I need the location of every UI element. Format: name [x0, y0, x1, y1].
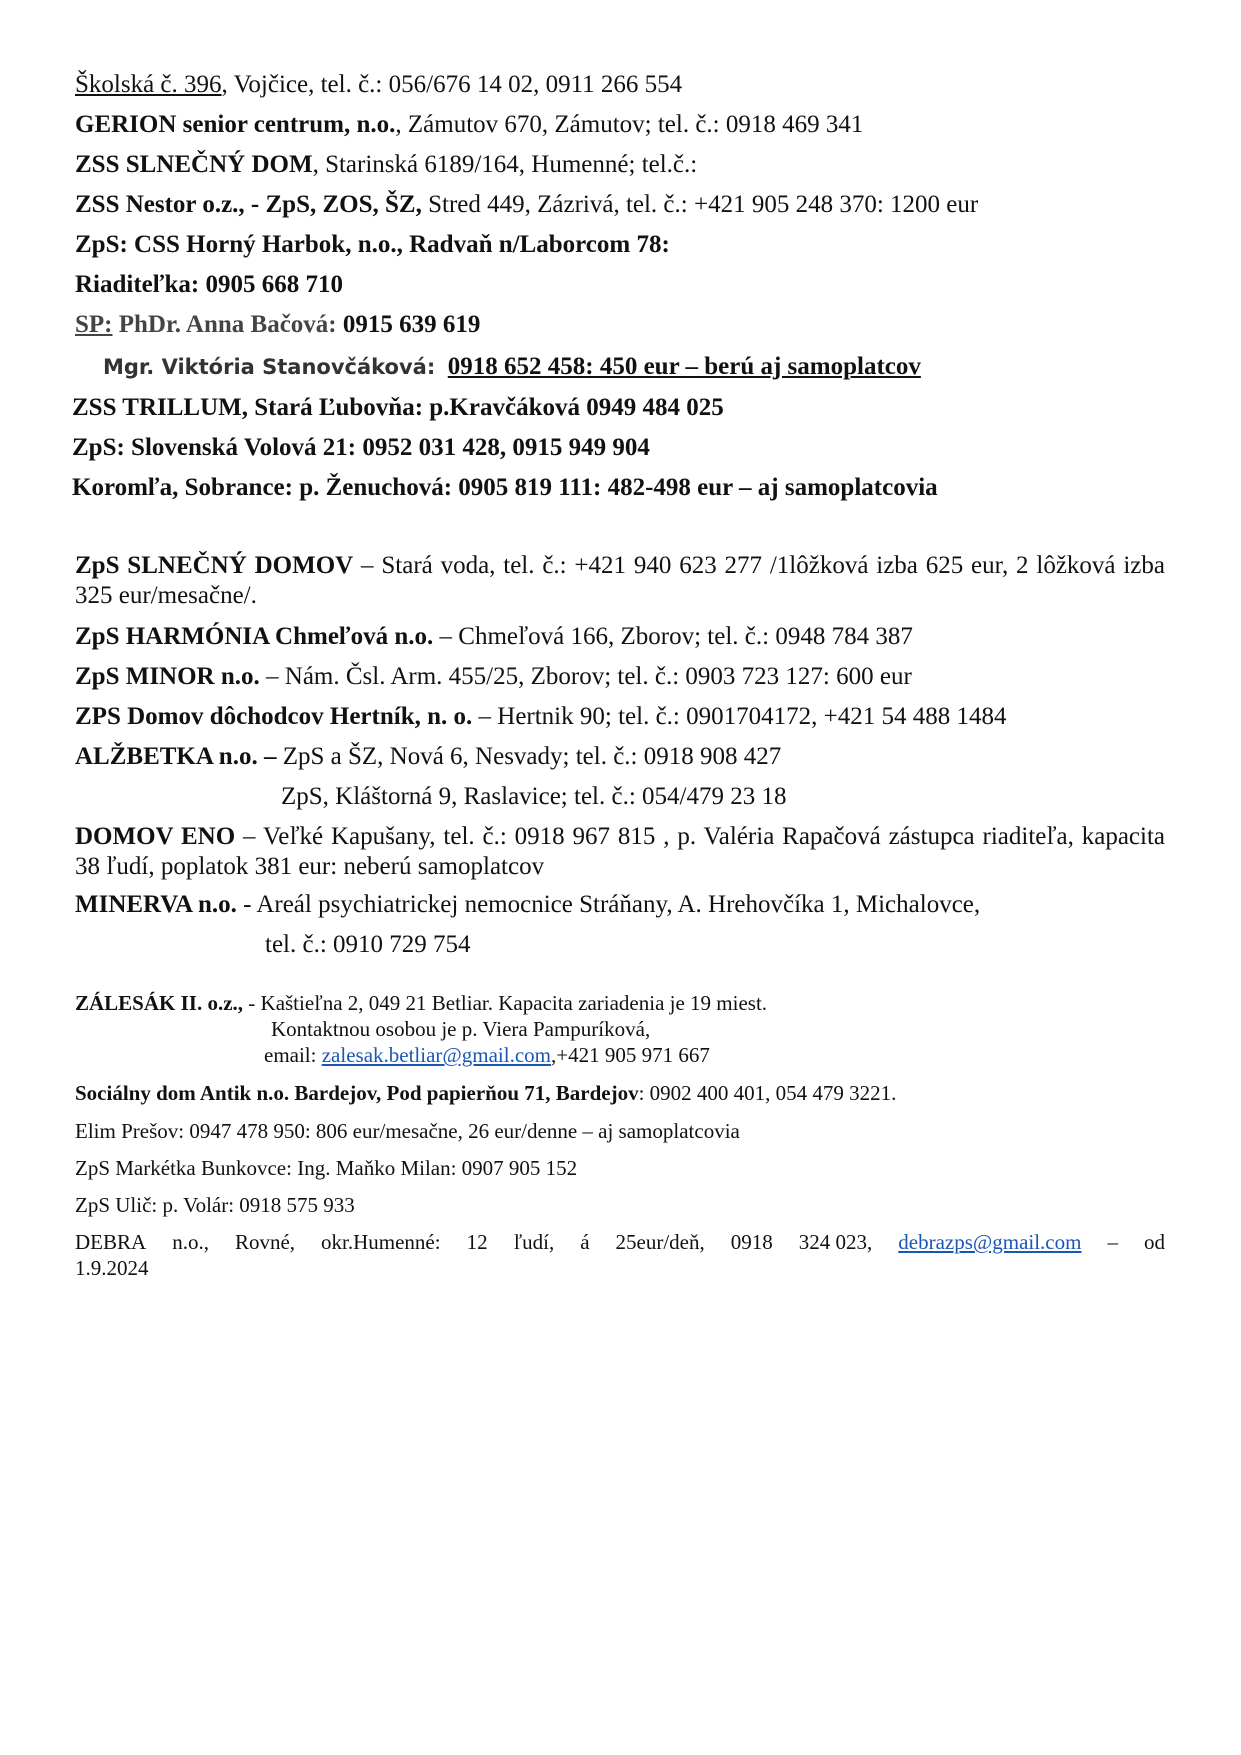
line-minor: ZpS MINOR n.o. – Nám. Čsl. Arm. 455/25, Zborov; tel. č.: 0903 723 127: 600 eur [75, 663, 912, 690]
line-ulic: ZpS Ulič: p. Volár: 0918 575 933 [75, 1193, 355, 1217]
line-vojcice: Školská č. 396, Vojčice, tel. č.: 056/676 14 02, 0911 266 554 [75, 71, 683, 98]
line-debra: DEBRA n.o., Rovné, okr.Humenné: 12 ľudí, á 25eur/deň, 0918 324 023, debrazps@gmail.com – od [75, 1230, 1165, 1254]
para-slnecny-domov: ZpS SLNEČNÝ DOMOV – Stará voda, tel. č.: +421 940 623 277 /1lôžková izba 625 eur, 2 lôžková izba 325 eur/mesačne/. [75, 552, 1165, 609]
line-slnecny-dom: ZSS SLNEČNÝ DOM, Starinská 6189/164, Humenné; tel.č.: [75, 151, 698, 178]
line-trillum: ZSS TRILLUM, Stará Ľubovňa: p.Kravčáková 0949 484 025 [72, 394, 724, 421]
para-domov-eno: DOMOV ENO – Veľké Kapušany, tel. č.: 0918 967 815 , p. Valéria Rapačová zástupca riaditeľa, kapacita 38 ľudí, poplatok 381 eur: neberú samoplatcov [75, 823, 1165, 880]
line-zalesak-email: email: zalesak.betliar@gmail.com,+421 905 971 667 [264, 1043, 710, 1067]
facility-name: ZPS Domov dôchodcov Hertník, n. o. [75, 703, 473, 730]
line-zalesak-contact: Kontaktnou osobou je p. Viera Pampuríková, [271, 1017, 651, 1041]
line-antik: Sociálny dom Antik n.o. Bardejov, Pod papierňou 71, Bardejov: 0902 400 401, 054 479 3221. [75, 1081, 897, 1105]
email-link[interactable]: zalesak.betliar@gmail.com [321, 1043, 551, 1067]
line-nestor: ZSS Nestor o.z., - ZpS, ZOS, ŠZ, Stred 449, Zázrivá, tel. č.: +421 905 248 370: 1200 eur [75, 191, 979, 218]
facility-name: ZSS SLNEČNÝ DOM [75, 151, 313, 178]
line-raslavice: ZpS, Kláštorná 9, Raslavice; tel. č.: 054/479 23 18 [281, 783, 787, 810]
email-link[interactable]: debrazps@gmail.com [898, 1230, 1082, 1254]
line-minerva-phone: tel. č.: 0910 729 754 [265, 931, 471, 958]
line-marketka: ZpS Markétka Bunkovce: Ing. Maňko Milan: 0907 905 152 [75, 1156, 578, 1180]
facility-name: MINERVA n.o. [75, 891, 237, 918]
line-slovenska-volova: ZpS: Slovenská Volová 21: 0952 031 428, 0915 949 904 [72, 434, 650, 461]
line-riaditelka: Riaditeľka: 0905 668 710 [75, 271, 343, 298]
line-hertnik: ZPS Domov dôchodcov Hertník, n. o. – Hertnik 90; tel. č.: 0901704172, +421 54 488 1484 [75, 703, 1007, 730]
line-sp-bacova: SP: PhDr. Anna Bačová: 0915 639 619 [75, 311, 481, 338]
facility-name: ALŽBETKA n.o. – [75, 743, 277, 770]
facility-name: ZSS Nestor o.z., - ZpS, ZOS, ŠZ, [75, 191, 422, 218]
line-alzbetka: ALŽBETKA n.o. – ZpS a ŠZ, Nová 6, Nesvady; tel. č.: 0918 908 427 [75, 743, 782, 770]
facility-name: GERION senior centrum, n.o. [75, 111, 396, 138]
line-harmonia: ZpS HARMÓNIA Chmeľová n.o. – Chmeľová 166, Zborov; tel. č.: 0948 784 387 [75, 623, 913, 650]
line-debra-date: 1.9.2024 [75, 1256, 149, 1280]
facility-name: ZpS MINOR n.o. [75, 663, 260, 690]
line-elim: Elim Prešov: 0947 478 950: 806 eur/mesačne, 26 eur/denne – aj samoplatcovia [75, 1119, 740, 1143]
facility-name: Sociálny dom Antik n.o. Bardejov, Pod papierňou 71, Bardejov [75, 1081, 639, 1105]
line-stanovcakova: Mgr. Viktória Stanovčáková: 0918 652 458: 450 eur – berú aj samoplatcov [103, 353, 921, 380]
line-koromla: Koromľa, Sobrance: p. Ženuchová: 0905 819 111: 482-498 eur – aj samoplatcovia [72, 474, 938, 501]
facility-name: ZpS SLNEČNÝ DOMOV [75, 552, 354, 579]
facility-name: ZpS HARMÓNIA Chmeľová n.o. [75, 623, 434, 650]
line-minerva: MINERVA n.o. - Areál psychiatrickej nemocnice Stráňany, A. Hrehovčíka 1, Michalovce, [75, 891, 981, 918]
facility-name: ZÁLESÁK II. o.z., [75, 991, 244, 1015]
address-link: Školská č. 396 [75, 71, 222, 98]
line-gerion: GERION senior centrum, n.o., Zámutov 670, Zámutov; tel. č.: 0918 469 341 [75, 111, 864, 138]
line-horny-harbok: ZpS: CSS Horný Harbok, n.o., Radvaň n/Laborcom 78: [75, 231, 670, 258]
line-zalesak: ZÁLESÁK II. o.z., - Kaštieľna 2, 049 21 Betliar. Kapacita zariadenia je 19 miest. [75, 991, 768, 1015]
facility-name: DOMOV ENO [75, 823, 236, 850]
